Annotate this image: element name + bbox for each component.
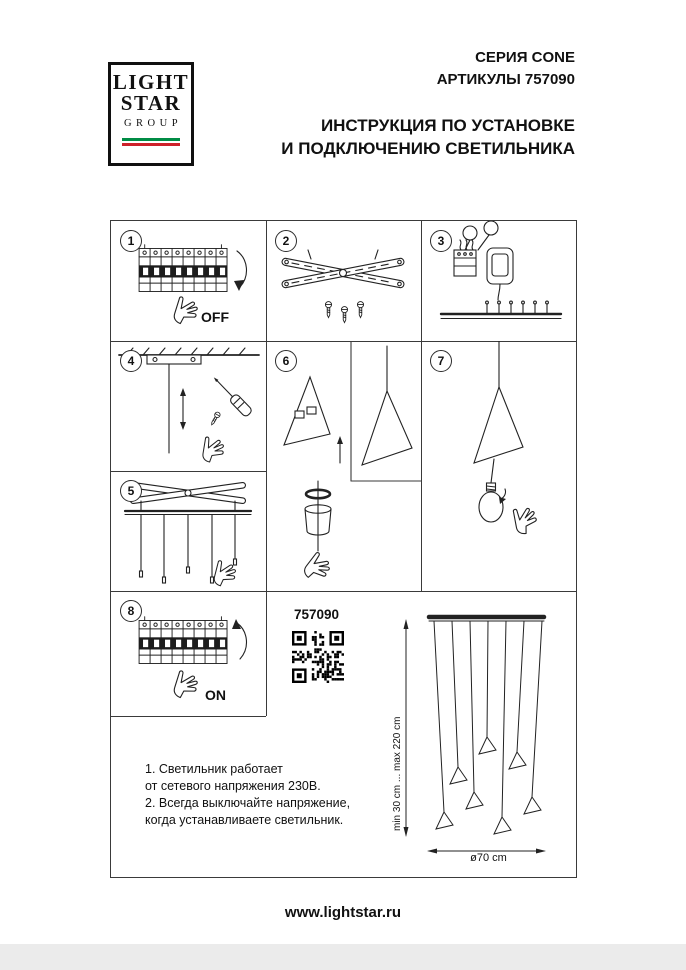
pendant-dimensions-drawing [384,597,574,869]
note-line: 1. Светильник работает [145,762,283,776]
step-4-number: 4 [120,350,142,372]
step-5-cell [111,471,266,591]
step-6-number: 6 [275,350,297,372]
article-number: 757090 [294,607,340,622]
step-7-cell [421,341,576,591]
hand-icon [197,433,227,464]
product-info-cell [266,591,576,877]
step-8-number: 8 [120,600,142,622]
note-line: от сетевого напряжения 230В. [145,779,321,793]
arrow-down-icon [180,422,186,430]
arrow-up-icon [232,619,241,629]
logo-word-light: LIGHT [112,70,190,94]
shade-assembly-drawing [266,341,421,591]
step-2-number: 2 [275,230,297,252]
arrow-up-icon [180,388,186,396]
step-3-cell [421,221,576,341]
safety-notes [145,761,350,829]
page-title-line1: ИНСТРУКЦИЯ ПО УСТАНОВКЕ [320,116,575,135]
step-6-cell [266,341,421,591]
flag-stripe-green [122,138,180,141]
diameter-label: ø70 cm [470,852,507,864]
screw-icon [325,302,331,318]
bulb-icon [479,492,503,522]
hand-icon [170,294,199,324]
step-8-cell [111,591,266,716]
steps-grid [110,220,577,878]
lightstar-logo [108,62,194,166]
screw-icon [341,307,347,323]
screw-icon [357,302,363,318]
arrow-up-icon [337,436,343,444]
on-label: ON [205,687,226,703]
logo-word-star: STAR [120,91,182,115]
step-7-number: 7 [430,350,452,372]
vertical-dimension-label: min 30 cm ... max 220 cm [392,716,403,831]
step-1-number: 1 [120,230,142,252]
circuit-breaker-icon [139,245,227,292]
website-url: www.lightstar.ru [284,904,402,921]
hand-icon [304,551,332,580]
screw-icon [209,411,221,426]
grid-line [111,716,266,717]
step-4-cell [111,341,266,471]
step-5-number: 5 [120,480,142,502]
circuit-breaker-icon [139,617,227,664]
note-line: 2. Всегда выключайте напряжение, [145,796,351,810]
cone-bulb-drawing [421,341,576,591]
arrow-down-icon [234,280,244,291]
screwdriver-icon [210,374,253,418]
page-bottom-strip [0,944,686,970]
page-title-line2: И ПОДКЛЮЧЕНИЮ СВЕТИЛЬНИКА [281,139,575,158]
qr-code [292,631,344,683]
step-1-cell [111,221,266,341]
hand-icon [506,501,541,536]
hand-icon [170,668,199,698]
step-3-number: 3 [430,230,452,252]
note-line: когда устанавливаете светильник. [145,813,344,827]
off-label: OFF [201,309,229,325]
series-label: СЕРИЯ CONE [475,49,575,66]
step-2-cell [266,221,421,341]
articles-label: АРТИКУЛЫ 757090 [436,71,575,88]
flag-stripe-red [122,143,180,146]
logo-word-group: GROUP [123,118,183,129]
